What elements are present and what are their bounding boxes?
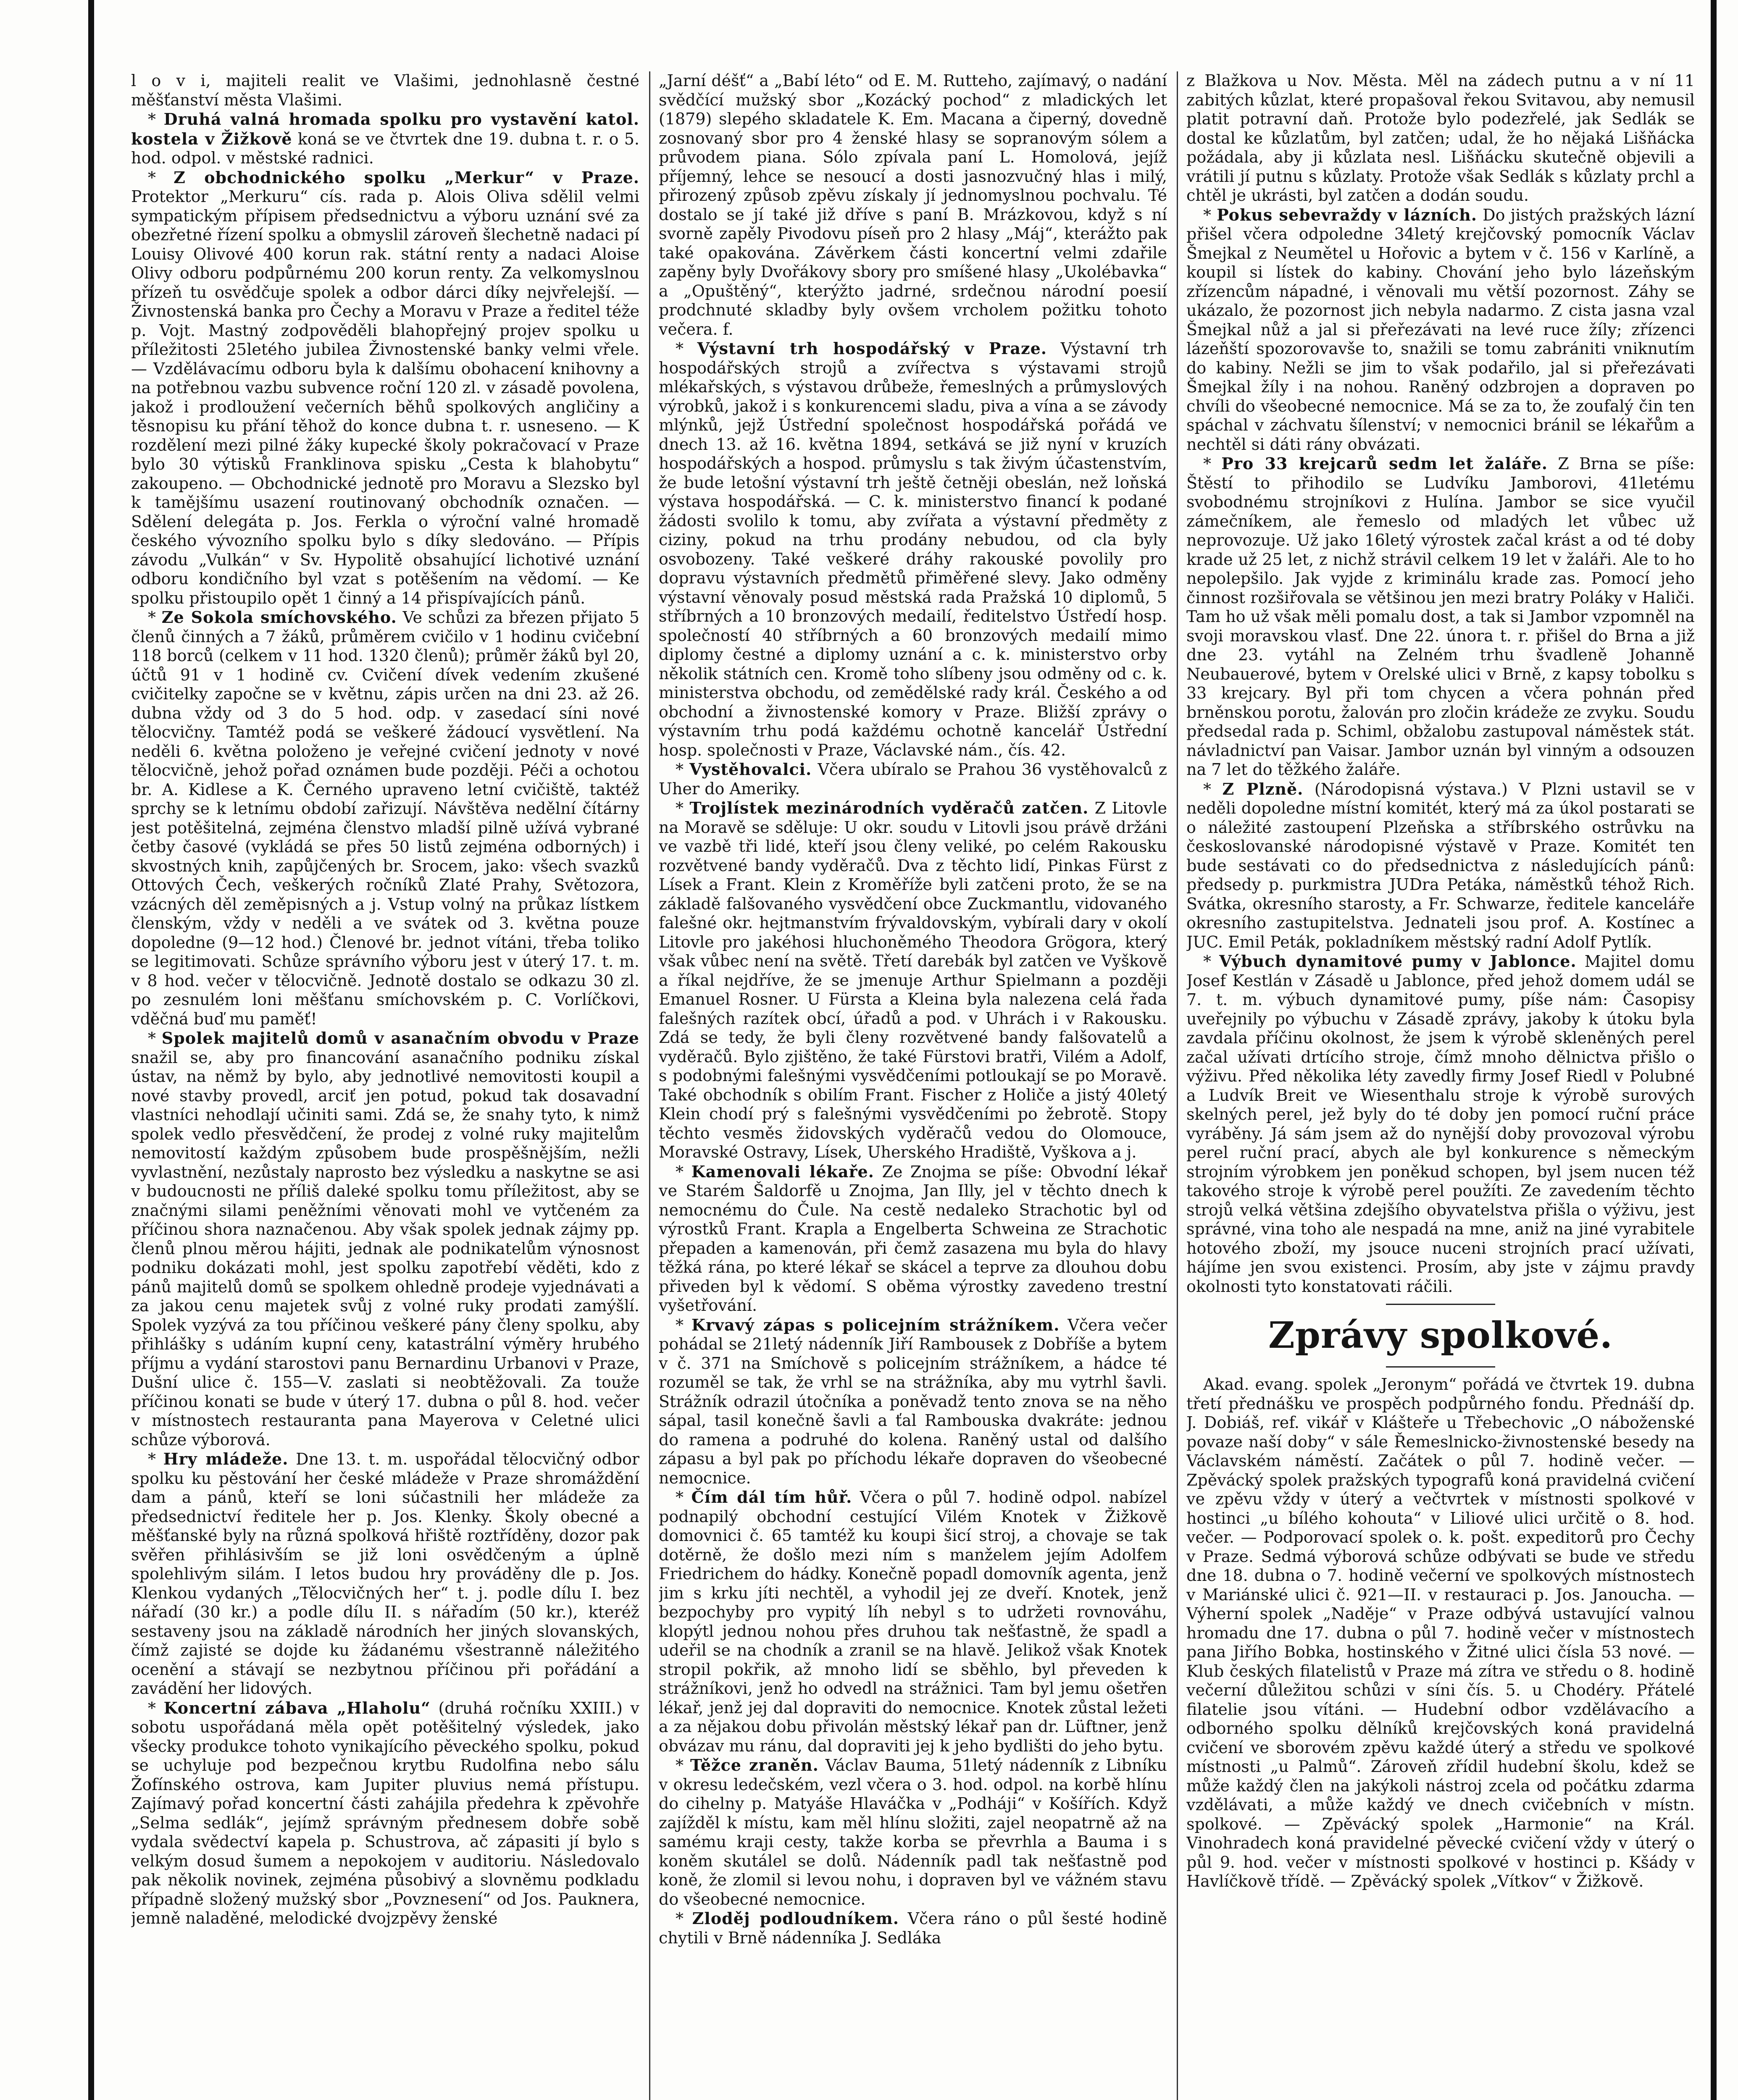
news-item xyxy=(1186,454,1695,780)
asterisk-mark: * xyxy=(148,168,174,187)
news-body: (druhá ročníku XXIII.) v sobotu uspořádaná měla opět potěšitelný výsledek, jako všecky produkce tohoto vynikajícího pěveckého spolku, pokud se uchyluje pod bezpečnou krytbu Rudolfina nebo sálu Žofínského ostrova, kam Jupiter pluvius nemá přístupu. Zajímavý pořad koncertní části zahájila předehra k zpěvohře „Selma sedlák“, jejímž správným přednesem dobře sobě vydala svědectví kapela p. Schustrova, ač zápasiti jí bylo s velkým dosud šumem a nepokojem v auditoriu. Následovalo pak několik novinek, zejména působivý a slovněmu podkladu případně složený mužský sbor „Povznesení“ od Jos. Pauknera, jemně naladěné, melodické dvojzpěvy ženské xyxy=(131,1698,639,1927)
asterisk-mark: * xyxy=(676,1756,690,1774)
asterisk-mark: * xyxy=(1203,454,1222,473)
news-item xyxy=(659,760,1167,798)
news-body: Ze Znojma se píše: Obvodní lékař ve Starém Šaldorfě u Znojma, Jan Illy, jel v těchto dnech k nemocnému do Čule. Na cestě nedaleko Strachotic byl od výrostků Frant. Krapla a Engelberta Schweina ze Strachotic přepaden a kamenován, při čemž zasazena mu byla do hlavy těžká rána, po které lékař se skácel a teprve za dlouhou dobu přiveden byl k vědomí. S oběma výrostky zavedeno trestní vyšetřování. xyxy=(659,1162,1167,1315)
asterisk-mark: * xyxy=(1203,205,1217,224)
news-item xyxy=(131,168,639,608)
news-headline: Ze Sokola smíchovského. xyxy=(161,608,397,627)
asterisk-mark: * xyxy=(676,1488,692,1507)
news-item xyxy=(659,1488,1167,1756)
news-item xyxy=(131,608,639,1029)
news-headline: Druhá valná hromada spolku pro vystavění katol. kostela v Žižkově xyxy=(131,110,639,148)
news-headline: Vystěhovalci. xyxy=(689,760,812,779)
section-divider xyxy=(1386,1366,1495,1368)
news-item xyxy=(1186,1375,1695,1891)
asterisk-mark: * xyxy=(1203,952,1220,971)
news-item xyxy=(131,1029,639,1449)
column-rule xyxy=(649,71,650,2100)
news-body: Včera o půl 7. hodině odpol. nabízel podnapilý obchodní cestující Vilém Knotek v Žižkově domovnici č. 65 tamtéž ku koupi šicí stroj, a chovaje se tak dotěrně, že došlo mezi ním s manželem jejím Adolfem Friedrichem do hádky. Konečně popadl domovník agenta, jenž jim s krku jíti nechtěl, a vyhodil jej ze dveří. Knotek, jenž bezpochyby pro vypitý líh nebyl s to udržeti rovnováhu, klopýtl jednou nohou přes druhou tak nešťastně, že spadl a udeřil se na chodník a zranil se na hlavě. Jelikož však Knotek stropil pokřik, až mnoho lidí se sběhlo, byl převeden k strážníkovi, jenž ho odvedl na strážnici. Tam byl jemu ošetřen lékař, jenž jej dal dopraviti do nemocnice. Knotek zůstal ležeti a za nějakou dobu přivolán městský lékař pan dr. Lüftner, jenž obvázav mu ránu, dal dopraviti jej k jeho bydlišti do jeho bytu. xyxy=(659,1488,1167,1755)
news-body: Včera ráno o půl šesté hodině chytili v Brně nádenníka J. Sedláka xyxy=(659,1909,1167,1947)
news-body: Včera večer pohádal se 21letý nádenník Jiří Rambousek z Dobříše a bytem v č. 371 na Smíchově s policejním strážníkem, a hádce té rozuměl se tak, že vrhl se na strážníka, aby mu vytrhl šavli. Strážník odrazil útočníka a poněvadž tento znova se na něho sápal, tasil konečně šavli a ťal Rambouska dvakráte: jednou do ramena a podruhé do kolena. Raněný ustal od dalšího zápasu a byl pak po příchodu lékaře dopraven do všeobecné nemocnice. xyxy=(659,1315,1167,1487)
asterisk-mark: * xyxy=(676,1315,692,1334)
news-headline: Kamenovali lékaře. xyxy=(691,1162,874,1181)
news-item xyxy=(659,71,1167,339)
news-headline: Krvavý zápas s policejním strážníkem. xyxy=(691,1315,1060,1334)
news-headline: Pro 33 krejcarů sedm let žaláře. xyxy=(1221,454,1548,473)
news-item xyxy=(659,1162,1167,1315)
news-headline: Čím dál tím hůř. xyxy=(691,1488,852,1507)
news-body: snažil se, aby pro financování asanačního podniku získal ústav, na němž by bylo, aby jednotlivé nemovitosti koupil a nové stavby provedl, arciť jen potud, pokud tak dosavadní vlastníci nehodlají učiniti sami. Zdá se, že snahy tyto, k nimž spolek vedlo přesvědčení, že prodej z volné ruky majitelům nemovitostí každým způsobem bude prospěšnějším, nežli vyvlastnění, nezůstaly naprosto bez výsledku a naskytne se asi v budoucnosti ne příliš daleké spolku tomu příležitost, aby se značnými silami peněžními věnovati mohl ve vytčeném za příčinou shora naznačenou. Aby však spolek jednak zájmy pp. členů plnou měrou hájiti, jednak ale podnikatelům výnosnost podniku dokázati mohl, jest spolku zapotřebí věděti, kdo z pánů majitelů domů se spolkem ohledně prodeje vyjednávati a za jakou cenu majetek svůj z volné ruky prodati zamýšlí. Spolek vyzývá za tou příčinou veškeré pány členy spolku, aby přihlášky s udáním kupní ceny, katastrální výměry hrubého příjmu a vydání starostovi panu Bernardinu Urbanovi v Praze, Dušní ulice č. 155—V. zaslati si neobtěžovali. Za touže příčinou konati se bude v úterý 17. dubna o půl 8. hod. večer v místnostech restauranta pana Mayerova v Celetné ulici schůze výborová. xyxy=(131,1048,639,1449)
asterisk-mark: * xyxy=(148,608,162,627)
news-item xyxy=(1186,952,1695,1296)
news-item xyxy=(659,339,1167,760)
club-news xyxy=(1186,1375,1695,1891)
news-item xyxy=(659,798,1167,1162)
news-body: Dne 13. t. m. uspořádal tělocvičný odbor spolku ku pěstování her české mládeže v Praze shromáždění dam a pánů, kteří se loni súčastnili her mládeže za předsednictví ředitele her p. Jos. Klenky. Školy obecné a měšťanské byly na různá spolková hřiště roztříděny, dozor pak svěřen přihlásivším se již loni osvědčeným a úplně spolehlivým silám. I letos budou hry prováděny dle p. Jos. Klenkou vydaných „Tělocvičných her“ t. j. podle dílu I. bez nářadí (30 kr.) a podle dílu II. s nářadím (50 kr.), kteréž sestaveny jsou na základě národních her jiných slovanských, čímž zajisté se dojde ku žádanému všestranně náležitého ocenění a stávají se nezbytnou příčinou při pořádání a zavádění her lidových. xyxy=(131,1450,639,1698)
news-body: Z Brna se píše: Štěstí to přihodilo se Ludvíku Jamborovi, 41letému svobodnému strojníkovi z Hulína. Jambor se sice vyučil zámečníkem, ale řemeslo od mladých let vůbec už neprovozuje. Už jako 16letý výrostek začal krást a od té doby krade už 25 let, z nichž strávil celkem 19 let v žaláři. Ale to ho nepolepšilo. Jak vyjde z kriminálu krade zas. Pomocí jeho činnost rozšiřovala se většinou jen mezi bratry Poláky v Haliči. Tam ho už však měli pomalu dost, a tak si Jambor vzpomněl na svoji moravskou vlasť. Dne 22. února t. r. přišel do Brna a již dne 23. vytáhl na Zelném trhu švadleně Johanně Neubauerové, bytem v Orelské ulici v Brně, z kapsy tobolku s 33 krejcary. Byl při tom chycen a včera pohnán před brněnskou porotu, žalován pro zločin krádeže ze zvyku. Soudu předsedal rada p. Schiml, obžalobu zastupoval náměstek stát. návladnictví pan Vaisar. Jambor uznán byl vinným a odsouzen na 7 let do těžkého žaláře. xyxy=(1186,454,1695,779)
news-headline: Výbuch dynamitové pumy v Jablonce. xyxy=(1219,952,1577,971)
news-body: Protektor „Merkuru“ cís. rada p. Alois Oliva sdělil velmi sympatickým přípisem předsednictvu a výboru uznání své za obezřetné řízení spolku a obmyslil zároveň šlechetně nadaci pí Louisy Olivové 400 korun rak. státní renty a nadaci Aloise Olivy odboru podpůrnému 200 korun renty. Za velkomyslnou přízeň tu osvědčuje spolek a odbor dárci díky nejvřelejší. — Živnostenská banka pro Čechy a Moravu v Praze a ředitel téže p. Vojt. Mastný zodpověděli blahopřejný projev spolku u příležitosti 25letého jubilea Živnostenské banky velmi vřele. — Vzdělávacímu odboru byla k dalšímu obohacení knihovny a na potřebnou vazbu subvence roční 120 zl. v zásadě povolena, jakož i prodloužení večerních běhů spolkových angličiny a těsnopisu ku přání těhož do konce dubna t. r. usneseno. — K rozdělení mezi pilné žáky kupecké školy pokračovací v Praze bylo 30 výtisků Franklinova spisku „Cesta k blahobytu“ zakoupeno. — Obchodnické jednotě pro Moravu a Slezsko byl k tamějšímu usazení routinovaný obchodník označen. — Sdělení delegáta p. Jos. Ferkla o výroční valné hromadě českého vývozního spolku bylo s díky sledováno. — Přípis závodu „Vulkán“ v Sv. Hypolitě obsahující lichotivé uznání odboru kondičního byl vzat s potěšením na vědomí. — Ke spolku přistoupilo opět 1 činný a 14 přispívajících pánů. xyxy=(131,187,639,607)
news-item xyxy=(131,71,639,110)
news-body: l o v i, majiteli realit ve Vlašimi, jednohlasně čestné měšťanství města Vlašimi. xyxy=(131,71,639,109)
news-item xyxy=(1186,205,1695,454)
column-left xyxy=(131,71,639,2100)
scan-border-left xyxy=(88,0,94,2100)
news-body: Z Litovle na Moravě se sděluje: U okr. soudu v Litovli jsou právě držáni ve vazbě tři lidé, kteří jsou členy veliké, po celém Rakousku rozvětvené bandy vyděračů. Dva z těchto lidí, Pinkas Fürst z Lísek a Frant. Klein z Kroměříže byli zatčeni proto, že se na základě falšovaného vysvědčení obce Zuckmantlu, vidovaného falešné okr. hejtmanstvím frývaldovským, vybírali dary v okolí Litovle pro jakéhosi hluchoněmého Theodora Grögora, který však vůbec není na světě. Třetí darebák byl zatčen ve Vyškově a říkal nejdříve, že se jmenuje Arthur Spielmann a později Emanuel Rosner. U Fürsta a Kleina byla nalezena celá řada falešných razítek obcí, úřadů a pod. v Uhrách i v Rakousku. Zdá se tedy, že byli členy rozvětvené bandy falšovatelů a vyděračů. Bylo zjištěno, že také Fürstovi bratři, Vilém a Adolf, s podobnými falešnými vysvědčeními potloukají se po Moravě. Také obchodník s obilím Frant. Fischer z Holiče a jistý 40letý Klein chodí prý s falešnými vysvědčeními po žebrotě. Stopy těchto vesměs židovských vyděračů vedou do Olomouce, Moravské Ostravy, Lísek, Uherského Hradiště, Vyškova a j. xyxy=(659,799,1167,1161)
news-headline: Spolek majitelů domů v asanačním obvodu v Praze xyxy=(161,1029,639,1047)
news-body: Do jistých pražských lázní přišel včera odpoledne 34letý krejčovský pomocník Václav Šmejkal z Neumětel u Hořovic a bytem v č. 156 v Karlíně, a koupil si lístek do kabiny. Chování jeho bylo lázeňským zřízencům nápadné, i věnovali mu větší pozornost. Záhy se ukázalo, že pozornost jich nebyla nadarmo. Z cista jasna vzal Šmejkal nůž a jal si přeřezávati na levé ruce žíly; zřízenci lázeňští spozorovavše to, snažili se tomu zabrániti vniknutím do kabiny. Nežli se jim to však podařilo, jal si přeřezávati Šmejkal žíly i na nohou. Raněný odzbrojen a dopraven po chvíli do všeobecné nemocnice. Má se za to, že zoufalý čin ten spáchal v záchvatu šílenství; v nemocnici bránil se lékařům a nechtěl si dáti rány obvázati. xyxy=(1186,205,1695,454)
section-divider xyxy=(1386,1304,1495,1305)
news-item xyxy=(659,1315,1167,1488)
news-headline: Výstavní trh hospodářský v Praze. xyxy=(697,339,1047,358)
news-items-right xyxy=(1186,71,1695,1296)
scan-border-right xyxy=(1711,0,1717,2100)
news-body: Akad. evang. spolek „Jeronym“ pořádá ve čtvrtek 19. dubna třetí přednášku ve prospěch podpůrného fondu. Přednáší dp. J. Dobiáš, ref. vikář v Klášteře u Třebechovic „O náboženské povaze naší doby“ v sále Řemeslnicko-živnostenské besedy na Václavském náměstí. Začátek o půl 7. hodině večer. — Zpěvácký spolek pražských typografů koná pravidelná cvičení ve zpěvu vždy v úterý a večtvrtek v místnosti spolkové v hostinci „u bílého kohouta“ v Liliové ulici určitě o 8. hod. večer. — Podporovací spolek o. k. pošt. expeditorů pro Čechy v Praze. Sedmá výborová schůze odbývati se bude ve středu dne 18. dubna o 7. hodině večerní ve spolkových místnostech v Mariánské ulici č. 921—II. v restauraci p. Jos. Janoucha. — Výherní spolek „Naděje“ v Praze odbývá ustavující valnou hromadu dne 17. dubna o půl 7. hodině večer v místnostech pana Jiřího Bobka, hostinského v Žitné ulici čísla 53 nové. — Klub českých filatelistů v Praze má zítra ve středu o 8. hodině večerní důležitou schůzi v síni čís. 5. u Chodéry. Přátelé filatelie jsou vítáni. — Hudební odbor vzdělávacího a odborného spolku dělníků krejčovských koná pravidelná cvičení ve sborovém zpěvu každé úterý a středu ve spolkové místnosti „u Palmů“. Zároveň zřídil hudební školu, kdež se může každý člen na jakýkoli nástroj zcela od počátku zdarma vzdělávati, a může každý ve dnech cvičebních v místn. spolkové. — Zpěvácký spolek „Harmonie“ na Král. Vinohradech koná pravidelné pěvecké cvičení vždy v úterý o půl 9. hod. večer v místnosti spolkové v hostinci p. Kšády v Havlíčkově třídě. — Zpěvácký spolek „Vítkov“ v Žižkově. xyxy=(1186,1375,1695,1890)
news-item xyxy=(659,1756,1167,1909)
news-headline: Hry mládeže. xyxy=(163,1449,289,1468)
column-rule xyxy=(1177,71,1178,2100)
news-item xyxy=(659,1909,1167,1948)
column-middle xyxy=(659,71,1167,2100)
news-body: z Blažkova u Nov. Města. Měl na zádech putnu a v ní 11 zabitých kůzlat, které propašoval řekou Svitavou, aby nemusil platit potravní daň. Protože bylo podezřelé, jak Sedlák se dostal ke kůzlatům, byl zatčen; udal, že ho nějaká Lišňácka požádala, aby ji kůzlata nesl. Lišňácku skutečně objevili a vrátili jí putnu s kůzlaty. Protože však Sedlák s kůzlaty prchl a chtěl je ukrásti, byl zatčen a dodán soudu. xyxy=(1186,71,1695,205)
news-body: Výstavní trh hospodářských strojů a zvířectva s výstavami strojů mlékařských, s výstavou drůbeže, řemeslných a průmyslových výrobků, jakož i s konkurencemi sladu, piva a vína a se závody mlýnků, jejž Ústřední společnost hospodářská pořádá ve dnech 13. až 16. května 1894, setkává se již nyní v kruzích hospodářských a hospod. průmyslu s tak živým účastenstvím, že bude letošní výstavní trh ještě četněji obeslán, než loňská výstava hospodářská. — C. k. ministerstvo financí k podané žádosti svolilo k tomu, aby zvířata a výstavní předměty z ciziny, pokud na trhu prodány nebudou, od cla byly osvobozeny. Také veškeré dráhy rakouské povolily pro dopravu výstavních předmětů přiměřené slevy. Jako odměny výstavní věnovaly posud městská rada Pražská 10 diplomů, 5 stříbrných a 10 bronzových medailí, ředitelstvo Ústředí hosp. společností 40 stříbrných a 60 bronzových medailí mimo diplomy čestné a diplomy uznání a c. k. ministerstvo orby několik státních cen. Kromě toho slíbeny jsou odměny od c. k. ministerstva obchodu, od zemědělské rady král. Českého a od obchodní a živnostenské komory v Praze. Bližší zprávy o výstavním trhu podá každému ochotně kancelář Ústřední hosp. společnosti v Praze, Václavské nám., čís. 42. xyxy=(659,339,1167,759)
asterisk-mark: * xyxy=(676,339,697,358)
asterisk-mark: * xyxy=(676,1909,692,1928)
news-headline: Pokus sebevraždy v lázních. xyxy=(1217,205,1478,224)
news-body: „Jarní déšť“ a „Babí léto“ od E. M. Rutteho, zajímavý, o nadání svědčící mužský sbor „Kozácký pochod“ z mladických let (1879) slepého skladatele K. Em. Macana a čiperný, dovedně zosnovaný sbor pro 4 ženské hlasy se sopranovým sólem a průvodem piana. Sólo zpívala paní L. Homolová, jejíž příjemný, lehce se nesoucí a dosti jasnozvučný hlas i milý, přirozený způsob zpěvu získaly jí jednomyslnou pochvalu. Té dostalo se jí také již dříve s paní B. Mrázkovou, když s ní svorně zapěly Pivodovu píseň pro 2 hlasy „Máj“, kterážto pak také opakována. Závěrkem části koncertní velmi zdařile zapěny byly Dvořákovy sbory pro smíšené hlasy „Ukolébavka“ a „Opuštěný“, kterýžto jadrné, srdečnou národní poesií prodchnuté skladby byly ovšem vrcholem požitku tohoto večera. f. xyxy=(659,71,1167,339)
column-right xyxy=(1186,71,1695,2100)
news-body: Ve schůzi za březen přijato 5 členů činných a 7 žáků, průměrem cvičilo v 1 hodinu cvičební 118 borců (celkem v 11 hod. 1320 členů); průměr žáků byl 20, účtů 91 v 1 hodině cv. Cvičení dívek vedením zkušené cvičitelky započne se v květnu, zápis určen na dni 23. až 26. dubna vždy od 3 do 5 hod. odp. v zasedací síni nové tělocvičny. Tamtéž podá se veškeré žádoucí vysvětlení. Na neděli 6. května položeno je veřejné cvičení jednoty v nové tělocvičně, jehož pořad oznámen bude později. Péči a ochotou br. A. Kidlese a K. Černého upraveno letní cvičiště, taktéž sprchy se k letnímu období zařizují. Návštěva nedělní čítárny jest potěšitelná, zejména členstvo mladší pilně užívá vybrané četby časové (vykládá se přes 50 listů zejména odborných) i skvostných knih, zapůjčených br. Srocem, jako: všech svazků Ottových Čech, veškerých ročníků Zlaté Prahy, Světozora, vzácných děl zeměpisných a j. Vstup volný na průkaz lístkem členským, vždy v neděli a ve svátek od 3. května pouze dopoledne (9—12 hod.) Členové br. jednot vítáni, třeba toliko se legitimovati. Schůze správního výboru jest v úterý 17. t. m. v 8 hod. večer v tělocvičně. Jednotě dostalo se odkazu 30 zl. po zesnulém loni měšťanu smíchovském p. C. Vorlíčkovi, vděčná buď mu paměť! xyxy=(131,608,639,1028)
news-item xyxy=(1186,780,1695,952)
news-item xyxy=(131,1698,639,1928)
asterisk-mark: * xyxy=(148,110,164,129)
news-headline: Zloděj podloudníkem. xyxy=(692,1909,899,1928)
news-body: Václav Bauma, 51letý nádenník z Libníku v okresu ledečském, vezl včera o 3. hod. odpol. na korbě hlínu do cihelny p. Matyáše Hlaváčka v „Podháji“ v Košířích. Když zajížděl k místu, kam měl hlínu složiti, zajel neopatrně až na samému kraji cesty, takže korba se převrhla a Bauma i s koněm skutálel se dolů. Nádenník padl tak nešťastně pod koně, že zlomil si levou nohu, i dopraven byl ve vážném stavu do všeobecné nemocnice. xyxy=(659,1756,1167,1908)
asterisk-mark: * xyxy=(676,760,690,779)
news-body: koná se ve čtvrtek dne 19. dubna t. r. o 5. hod. odpol. v městské radnici. xyxy=(131,129,639,167)
news-body: Včera ubíralo se Prahou 36 vystěhovalců z Uher do Ameriky. xyxy=(659,760,1167,798)
section-title: Zprávy spolkové. xyxy=(1268,1314,1613,1357)
news-item xyxy=(131,110,639,168)
news-headline: Těžce zraněn. xyxy=(690,1756,819,1774)
news-body: Majitel domu Josef Kestlán v Zásadě u Jablonce, před jehož domem udál se 7. t. m. výbuch dynamitové pumy, píše nám: Časopisy uveřejnily po výbuchu v Zásadě zprávy, jakoby k útoku byla zavdala příčinu okolnost, že jsem k výrobě skleněných perel začal užívati drtícího stroje, čímž mnoho dělnictva přišlo o výživu. Před několika léty zavedly firmy Josef Riedl v Polubné a Ludvík Breit ve Wiesenthalu stroje k výrobě surových skelných perel, jež byly do té doby jen pomocí ruční práce vyráběny. Já sám jsem až do nynější doby provozoval výrobu perel ruční prací, abych ale byl konkurence s německým strojním výrobkem jen poněkud schopen, byl jsem nucen též takového stroje k výrobě perel použíti. Ze zavedením těchto strojů velká většina zdejšího obyvatelstva přišla o výživu, jest správné, vina toho ale nespadá na mne, aniž na jiné vyrabitele hotového zboží, my jsouce nuceni strojních prací užívati, hájíme jen svou existenci. Prosím, aby jste v zájmu pravdy okolnosti tyto konstatovati ráčili. xyxy=(1186,952,1695,1296)
asterisk-mark: * xyxy=(148,1450,163,1468)
news-headline: Trojlístek mezinárodních vyděračů zatčen. xyxy=(689,798,1089,817)
asterisk-mark: * xyxy=(148,1029,162,1047)
news-headline: Koncertní zábava „Hlaholu“ xyxy=(163,1698,431,1717)
news-body: (Národopisná výstava.) V Plzni ustavil se v neděli dopoledne místní komitét, který má za úkol postarati se o náležité zastoupení Plzeňska a stříbrského ostrůvku na českoslovanské národopisné výstavě v Praze. Komitét ten bude sestávati co do předsednictva z následujících pánů: předsedy p. purkmistra JUDra Petáka, náměstků téhož Rich. Svátka, okresního starosty, a Fr. Schwarze, ředitele kanceláře okresního zastupitelstva. Jednateli jsou prof. A. Kostínec a JUC. Emil Peták, pokladníkem městský radní Adolf Pytlík. xyxy=(1186,780,1695,951)
asterisk-mark: * xyxy=(676,1162,692,1181)
asterisk-mark: * xyxy=(148,1698,164,1717)
news-headline: Z Plzně. xyxy=(1222,779,1304,798)
news-item xyxy=(131,1449,639,1698)
asterisk-mark: * xyxy=(1203,780,1223,798)
news-item xyxy=(1186,71,1695,205)
news-headline: Z obchodnického spolku „Merkur“ v Praze. xyxy=(174,168,639,187)
asterisk-mark: * xyxy=(676,799,690,817)
